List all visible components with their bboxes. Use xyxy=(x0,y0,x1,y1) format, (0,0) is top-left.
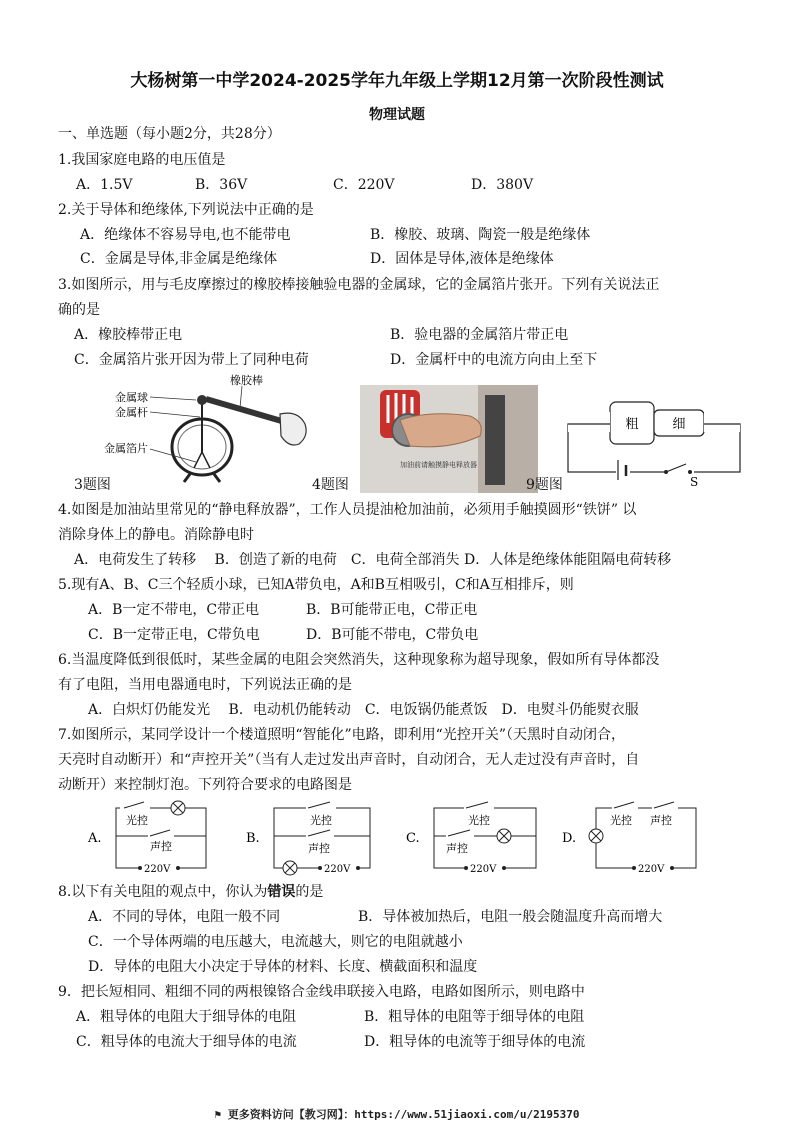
page-title: 大杨树第一中学2024-2025学年九年级上学期12月第一次阶段性测试 xyxy=(130,71,664,91)
q8-option-a: A．不同的导体，电阻一般不同 xyxy=(88,909,281,925)
q7b-light-label: 光控 xyxy=(310,814,332,827)
q5-option-c: C．B一定带正电，C带负电 xyxy=(88,627,260,643)
q5-stem: 5.现有A、B、C三个轻质小球，已知A带负电，A和B互相吸引，C和A互相排斥，则 xyxy=(58,577,574,593)
q8-stem-post: 的是 xyxy=(295,884,324,900)
q2-option-b: B．橡胶、玻璃、陶瓷一般是绝缘体 xyxy=(370,227,591,243)
label-metal-rod: 金属杆 xyxy=(115,406,148,419)
q7-label-a: A. xyxy=(88,831,102,846)
q2-stem: 2.关于导体和绝缘体,下列说法中正确的是 xyxy=(58,202,314,218)
q7-circuit-b xyxy=(246,802,370,875)
q3-stem-line1: 3.如图所示，用与毛皮摩擦过的橡胶棒接触验电器的金属球，它的金属箔片张开。下列有关说法正 xyxy=(58,277,660,293)
q1-option-b: B．36V xyxy=(195,177,248,193)
q3-option-b: B．验电器的金属箔片带正电 xyxy=(390,327,569,343)
figure-9-circuit xyxy=(560,394,750,489)
label-thick: 粗 xyxy=(625,417,639,432)
q8-stem-pre: 8.以下有关电阻的观点中，你认为 xyxy=(58,884,268,900)
page-subtitle: 物理试题 xyxy=(369,107,425,123)
q6-stem-line1: 6.当温度降低到很低时，某些金属的电阻会突然消失，这种现象称为超导现象，假如所有导体都没 xyxy=(58,652,660,668)
q7b-volt-label: 220V xyxy=(324,864,351,875)
q7-stem-line1: 7.如图所示，某同学设计一个楼道照明“智能化”电路，即利用“光控开关”（天黑时自动闭合， xyxy=(58,727,625,743)
label-sign-text: 加油前请触摸静电释放器 xyxy=(400,461,477,469)
q2-option-a: A．绝缘体不容易导电,也不能带电 xyxy=(80,227,291,243)
q5-option-b: B．B可能带正电，C带正电 xyxy=(306,602,478,618)
footer-prefix: 更多资料访问【 xyxy=(227,1108,305,1121)
q3-option-a: A．橡胶棒带正电 xyxy=(74,327,183,343)
label-rubber-rod: 橡胶棒 xyxy=(230,374,263,387)
q4-stem-line2: 消除身体上的静电。消除静电时 xyxy=(58,527,254,543)
q1-option-c: C．220V xyxy=(333,177,395,193)
q9-stem: 9．把长短相同、粗细不同的两根镍铬合金线串联接入电路，电路如图所示，则电路中 xyxy=(58,984,585,1000)
label-switch-s: S xyxy=(690,475,699,489)
q3-option-d: D．金属杆中的电流方向由上至下 xyxy=(390,352,598,368)
q7-label-d: D. xyxy=(562,831,577,846)
footer-link[interactable] xyxy=(0,1106,794,1122)
caption-figure-3: 3题图 xyxy=(74,477,111,493)
q7-label-b: B. xyxy=(246,831,260,846)
q7a-light-label: 光控 xyxy=(126,814,148,827)
q9-option-b: B．粗导体的电阻等于细导体的电阻 xyxy=(364,1009,585,1025)
q8-stem-emphasis: 错误 xyxy=(267,884,296,900)
q7-circuit-c xyxy=(406,802,536,875)
q9-option-a: A．粗导体的电阻大于细导体的电阻 xyxy=(76,1009,297,1025)
q7d-sound-label: 声控 xyxy=(650,814,672,827)
q7c-light-label: 光控 xyxy=(468,814,490,827)
q6-stem-line2: 有了电阻，当用电器通电时，下列说法正确的是 xyxy=(58,677,352,693)
q7c-volt-label: 220V xyxy=(470,864,497,875)
figure-3-electroscope xyxy=(104,372,330,482)
q7d-light-label: 光控 xyxy=(610,814,632,827)
footer-site-name: 教习网 xyxy=(304,1108,338,1121)
label-metal-foil: 金属箔片 xyxy=(104,442,148,455)
q5-option-a: A．B一定不带电，C带正电 xyxy=(88,602,260,618)
q7-circuit-options xyxy=(88,796,768,878)
q3-option-c: C．金属箔片张开因为带上了同种电荷 xyxy=(74,352,309,368)
q1-option-d: D．380V xyxy=(471,177,534,193)
q1-option-a: A．1.5V xyxy=(76,177,133,193)
q7-circuit-d xyxy=(562,802,696,875)
q6-options: A．白炽灯仍能发光 B．电动机仍能转动 C．电饭锅仍能煮饭 D．电熨斗仍能熨衣服 xyxy=(88,702,639,718)
q3-stem-line2: 确的是 xyxy=(58,302,100,318)
q8-option-c: C．一个导体两端的电压越大，电流越大，则它的电阻就越小 xyxy=(88,934,463,950)
q8-stem xyxy=(58,882,323,902)
q7a-sound-label: 声控 xyxy=(150,840,172,853)
footer-url: 】：https://www.51jiaoxi.com/u/2195370 xyxy=(337,1108,580,1121)
q8-option-d: D．导体的电阻大小决定于导体的材料、长度、横截面积和温度 xyxy=(88,959,478,975)
q2-option-d: D．固体是导体,液体是绝缘体 xyxy=(370,251,554,267)
q9-option-d: D．粗导体的电流等于细导体的电流 xyxy=(364,1034,586,1050)
caption-figure-4: 4题图 xyxy=(312,477,349,493)
q7b-sound-label: 声控 xyxy=(308,842,330,855)
q1-stem: 1.我国家庭电路的电压值是 xyxy=(58,152,226,168)
q7a-volt-label: 220V xyxy=(144,864,171,875)
q4-stem-line1: 4.如图是加油站里常见的“静电释放器”，工作人员提油枪加油前，必须用手触摸圆形“铁饼” 以 xyxy=(58,502,637,518)
label-thin: 细 xyxy=(672,417,686,432)
q2-option-c: C．金属是导体,非金属是绝缘体 xyxy=(80,251,278,267)
label-metal-ball: 金属球 xyxy=(115,391,148,404)
q7-stem-line3: 动断开）来控制灯泡。下列符合要求的电路图是 xyxy=(58,777,352,793)
q7d-volt-label: 220V xyxy=(638,864,665,875)
q8-option-b: B．导体被加热后，电阻一般会随温度升高而增大 xyxy=(358,909,663,925)
section-heading: 一、单选题（每小题2分，共28分） xyxy=(58,126,281,142)
figure-4-static-discharger xyxy=(360,385,538,493)
q7-stem-line2: 天亮时自动断开）和“声控开关”（当有人走过发出声音时，自动闭合，无人走过没有声音时，自 xyxy=(58,752,640,768)
q4-options: A．电荷发生了转移 B．创造了新的电荷 C．电荷全部消失 D．人体是绝缘体能阻隔电荷转移 xyxy=(74,552,672,568)
q7-circuit-a xyxy=(87,801,206,875)
q7-label-c: C. xyxy=(406,831,420,846)
q9-option-c: C．粗导体的电流大于细导体的电流 xyxy=(76,1034,297,1050)
flag-icon: ⚑ xyxy=(214,1108,228,1121)
q5-option-d: D．B可能不带电，C带负电 xyxy=(306,627,479,643)
caption-figure-9: 9题图 xyxy=(526,477,563,493)
q7c-sound-label: 声控 xyxy=(446,842,468,855)
